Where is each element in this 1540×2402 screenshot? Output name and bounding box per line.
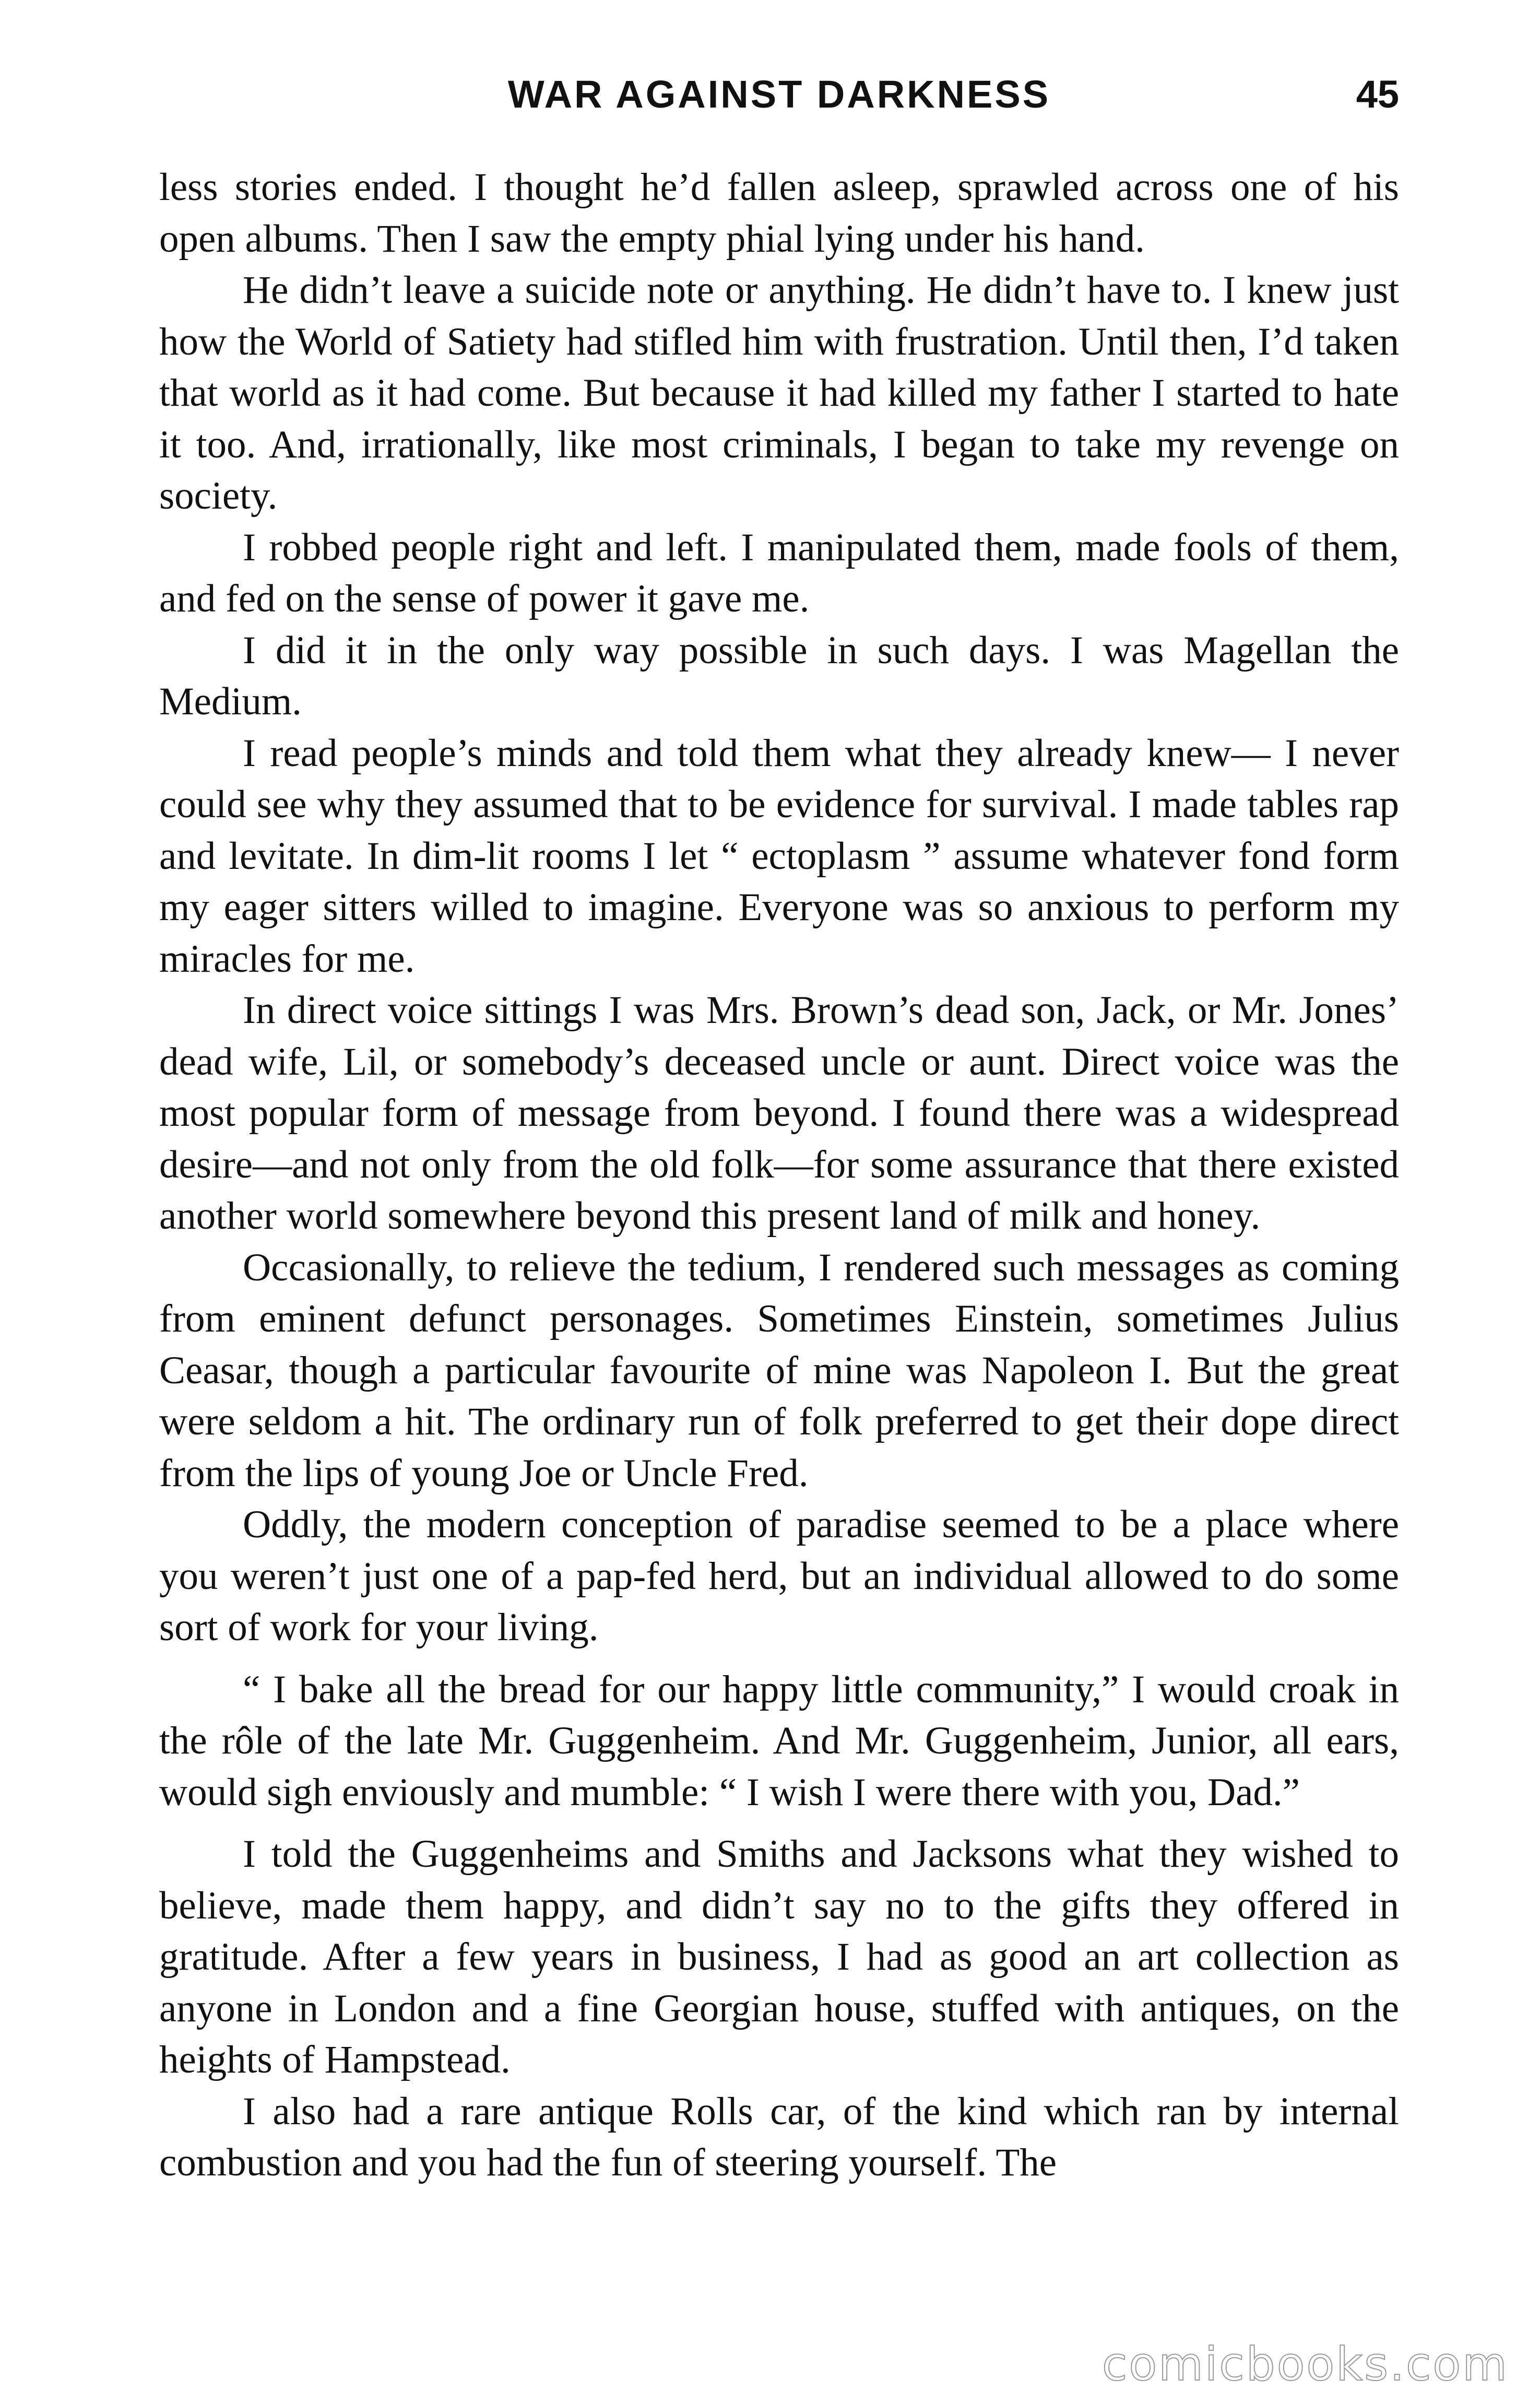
paragraph: He didn’t leave a suicide note or anything. He didn’t have to. I knew just how the World of Satiety had stifled him with frustration. Until then, I’d taken that world as it had come. But because it had killed my father I started to hate it too. And, irrationally, like most criminals, I began to take my revenge on society. (159, 268, 1399, 517)
paragraph: Occasionally, to relieve the tedium, I rendered such messages as coming from eminent defunct personages. Sometimes Einstein, sometimes Julius Ceasar, though a particular favourite of mine was Napoleon I. But the great were seldom a hit. The ordinary run of folk preferred to get their dope direct from the lips of young Joe or Uncle Fred. (159, 1245, 1399, 1495)
paragraph: I read people’s minds and told them what they already knew— I never could see why they assumed that to be evidence for survival. I made tables rap and levitate. In dim-lit rooms I let “ ectoplasm ” assume whatever fond form my eager sitters willed to imagine. Everyone was so anxious to perform my miracles for me. (159, 731, 1399, 981)
paragraph: I robbed people right and left. I manipulated them, made fools of them, and fed on the sense of power it gave me. (159, 525, 1399, 620)
paragraph: I told the Guggenheims and Smiths and Jacksons what they wished to believe, made them happy, and didn’t say no to the gifts they offered in gratitude. After a few years in business, I had as good an art collection as anyone in London and a fine Georgian house, stuffed with antiques, on the heights of Hampstead. (159, 1832, 1399, 2081)
running-head (159, 66, 1399, 123)
paragraph: I did it in the only way possible in such days. I was Magellan the Medium. (159, 628, 1399, 723)
body-text (159, 162, 1399, 2189)
paragraph: less stories ended. I thought he’d fallen asleep, sprawled across one of his open albums. Then I saw the empty phial lying under his hand. (159, 166, 1399, 261)
watermark: comicbooks.com (1101, 2337, 1509, 2391)
paragraph: I also had a rare antique Rolls car, of the kind which ran by internal combustion and you had the fun of steering yourself. The (159, 2089, 1399, 2184)
running-title: WAR AGAINST DARKNESS (507, 73, 1051, 116)
paragraph: “ I bake all the bread for our happy little community,” I would croak in the rôle of the late Mr. Guggenheim. And Mr. Guggenheim, Junior, all ears, would sigh enviously and mumble: “ I wish I were there with you, Dad.” (159, 1667, 1399, 1814)
paragraph: Oddly, the modern conception of paradise seemed to be a place where you weren’t just one of a pap-fed herd, but an individual allowed to do some sort of work for your living. (159, 1503, 1399, 1649)
paragraph: In direct voice sittings I was Mrs. Brown’s dead son, Jack, or Mr. Jones’ dead wife, Lil, or somebody’s deceased uncle or aunt. Direct voice was the most popular form of message from beyond. I found there was a widespread desire—and not only from the old folk—for some assurance that there existed another world somewhere beyond this present land of milk and honey. (159, 988, 1399, 1238)
page-number: 45 (1356, 73, 1399, 116)
